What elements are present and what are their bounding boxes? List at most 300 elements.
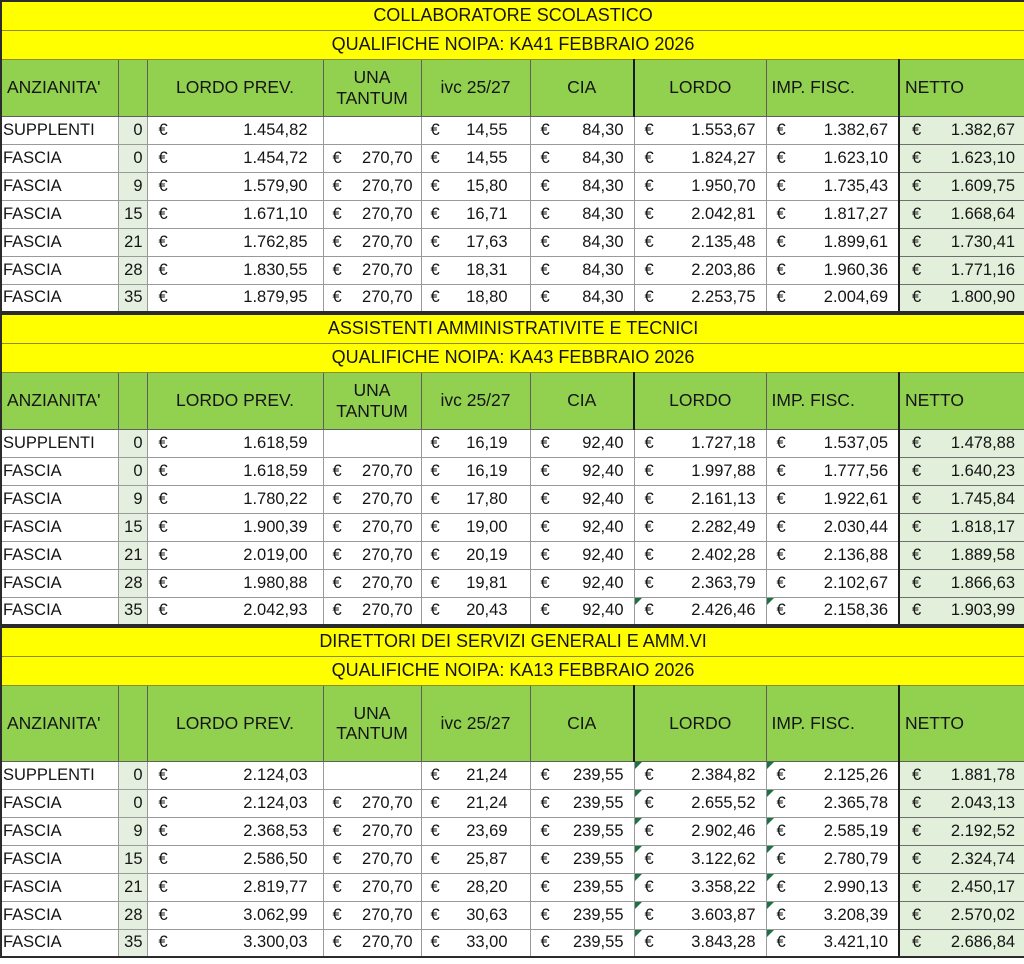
cell-years: 15 — [118, 845, 147, 873]
cell-lordo-prev — [147, 172, 323, 200]
money-value — [149, 121, 322, 140]
money-value — [325, 462, 420, 481]
money-value — [423, 601, 529, 620]
cell-imp-fisc — [766, 569, 899, 597]
currency-symbol: € — [430, 793, 440, 812]
table-row — [1, 116, 1024, 144]
cell-una-tantum — [323, 929, 421, 957]
money-value — [901, 794, 1023, 813]
currency-symbol: € — [776, 905, 786, 924]
amount: 3.062,99 — [243, 905, 308, 924]
amount: 84,30 — [582, 176, 624, 195]
currency-symbol: € — [540, 232, 550, 251]
cell-imp-fisc — [766, 761, 899, 789]
comment-marker-icon — [635, 818, 642, 825]
amount: 2.043,13 — [950, 793, 1016, 812]
cell-una-tantum — [323, 200, 421, 228]
money-value — [768, 546, 898, 565]
currency-symbol: € — [912, 793, 922, 812]
cell-anzianita: FASCIA — [1, 457, 118, 485]
money-value — [325, 546, 420, 565]
currency-symbol: € — [332, 877, 342, 896]
money-value — [901, 233, 1023, 252]
money-value — [325, 601, 420, 620]
cell-years: 21 — [118, 541, 147, 569]
cell-years: 15 — [118, 513, 147, 541]
money-value — [768, 205, 898, 224]
money-value — [532, 766, 633, 785]
column-header-row — [1, 59, 1024, 116]
comment-marker-icon — [635, 874, 642, 881]
cell-lordo — [634, 513, 766, 541]
currency-symbol: € — [776, 120, 786, 139]
amount: 2.203,86 — [691, 260, 756, 279]
cell-ivc — [421, 873, 530, 901]
currency-symbol: € — [430, 545, 440, 564]
cell-imp-fisc — [766, 429, 899, 457]
cell-lordo-prev — [147, 228, 323, 256]
currency-symbol: € — [644, 821, 654, 840]
money-value — [325, 933, 420, 952]
money-value — [423, 850, 529, 869]
currency-symbol: € — [912, 849, 922, 868]
currency-symbol: € — [158, 120, 168, 139]
cell-netto — [899, 457, 1024, 485]
amount: 270,70 — [362, 176, 413, 195]
currency-symbol: € — [776, 573, 786, 592]
cell-anzianita: FASCIA — [1, 541, 118, 569]
column-header-lordo-prev: LORDO PREV. — [147, 59, 323, 116]
amount: 1.903,99 — [950, 601, 1016, 620]
cell-lordo-prev — [147, 901, 323, 929]
money-value — [901, 574, 1023, 593]
amount: 92,40 — [582, 517, 624, 536]
money-value — [423, 233, 529, 252]
currency-symbol: € — [332, 601, 342, 620]
cell-cia — [530, 597, 634, 625]
cell-netto — [899, 172, 1024, 200]
salary-table — [0, 313, 1024, 626]
column-header-imp-fisc: IMP. FISC. — [766, 59, 899, 116]
currency-symbol: € — [158, 793, 168, 812]
cell-anzianita: FASCIA — [1, 597, 118, 625]
cell-una-tantum — [323, 513, 421, 541]
cell-una-tantum — [323, 144, 421, 172]
cell-years: 28 — [118, 901, 147, 929]
money-value — [423, 288, 529, 307]
comment-marker-icon — [635, 902, 642, 909]
money-value — [901, 546, 1023, 565]
amount: 2.586,50 — [243, 849, 308, 868]
cell-years: 35 — [118, 929, 147, 957]
money-value — [423, 149, 529, 168]
currency-symbol: € — [430, 849, 440, 868]
currency-symbol: € — [158, 601, 168, 620]
amount: 1.950,70 — [691, 176, 756, 195]
column-header-lordo: LORDO — [634, 59, 766, 116]
currency-symbol: € — [158, 148, 168, 167]
cell-ivc — [421, 256, 530, 284]
money-value — [149, 906, 322, 925]
column-header-imp-fisc: IMP. FISC. — [766, 372, 899, 429]
money-value — [901, 205, 1023, 224]
cell-netto — [899, 429, 1024, 457]
comment-marker-icon — [767, 598, 774, 605]
money-value — [149, 233, 322, 252]
currency-symbol: € — [912, 517, 922, 536]
amount: 2.655,52 — [691, 793, 756, 812]
money-value — [636, 233, 765, 252]
amount: 2.570,02 — [950, 905, 1016, 924]
currency-symbol: € — [158, 489, 168, 508]
section-title: COLLABORATORE SCOLASTICO — [1, 1, 1024, 30]
money-value — [901, 261, 1023, 280]
currency-symbol: € — [776, 232, 786, 251]
money-value — [768, 794, 898, 813]
currency-symbol: € — [644, 148, 654, 167]
section-title: ASSISTENTI AMMINISTRATIVITE E TECNICI — [1, 314, 1024, 343]
currency-symbol: € — [430, 461, 440, 480]
currency-symbol: € — [332, 793, 342, 812]
amount: 1.730,41 — [950, 232, 1016, 251]
money-value — [149, 601, 322, 620]
amount: 2.426,46 — [691, 601, 756, 620]
currency-symbol: € — [540, 905, 550, 924]
currency-symbol: € — [776, 765, 786, 784]
money-value — [325, 822, 420, 841]
currency-symbol: € — [912, 877, 922, 896]
cell-una-tantum — [323, 597, 421, 625]
money-value — [901, 149, 1023, 168]
money-value — [768, 850, 898, 869]
currency-symbol: € — [912, 232, 922, 251]
cell-anzianita: FASCIA — [1, 256, 118, 284]
cell-lordo-prev — [147, 789, 323, 817]
cell-lordo-prev — [147, 761, 323, 789]
money-value — [768, 601, 898, 620]
amount: 1.478,88 — [950, 433, 1016, 452]
currency-symbol: € — [158, 433, 168, 452]
currency-symbol: € — [430, 204, 440, 223]
table-row — [1, 144, 1024, 172]
money-value — [532, 149, 633, 168]
currency-symbol: € — [158, 176, 168, 195]
money-value — [325, 233, 420, 252]
amount: 2.135,48 — [691, 232, 756, 251]
currency-symbol: € — [430, 232, 440, 251]
amount: 3.358,22 — [691, 877, 756, 896]
column-header-cia: CIA — [530, 372, 634, 429]
amount: 92,40 — [582, 489, 624, 508]
cell-ivc — [421, 144, 530, 172]
amount: 239,55 — [573, 765, 624, 784]
amount: 28,20 — [466, 877, 508, 896]
currency-symbol: € — [158, 517, 168, 536]
amount: 270,70 — [362, 573, 413, 592]
amount: 2.042,93 — [243, 601, 308, 620]
money-value — [636, 766, 765, 785]
cell-imp-fisc — [766, 789, 899, 817]
cell-lordo-prev — [147, 256, 323, 284]
money-value — [149, 434, 322, 453]
amount: 1.879,95 — [243, 288, 308, 307]
amount: 20,43 — [466, 601, 508, 620]
cell-netto — [899, 228, 1024, 256]
money-value — [901, 434, 1023, 453]
column-header-lordo: LORDO — [634, 685, 766, 761]
money-value — [532, 601, 633, 620]
currency-symbol: € — [776, 148, 786, 167]
cell-una-tantum — [323, 569, 421, 597]
amount: 1.454,72 — [243, 148, 308, 167]
cell-una-tantum — [323, 228, 421, 256]
currency-symbol: € — [430, 517, 440, 536]
money-value — [768, 822, 898, 841]
cell-una-tantum — [323, 429, 421, 457]
currency-symbol: € — [644, 517, 654, 536]
cell-lordo-prev — [147, 597, 323, 625]
money-value — [768, 434, 898, 453]
currency-symbol: € — [912, 433, 922, 452]
amount: 1.980,88 — [243, 573, 308, 592]
amount: 2.136,88 — [823, 545, 888, 564]
cell-lordo-prev — [147, 485, 323, 513]
cell-imp-fisc — [766, 284, 899, 312]
cell-cia — [530, 429, 634, 457]
amount: 270,70 — [362, 793, 413, 812]
column-header-lordo-prev: LORDO PREV. — [147, 685, 323, 761]
cell-netto — [899, 569, 1024, 597]
amount: 270,70 — [362, 821, 413, 840]
money-value — [423, 546, 529, 565]
currency-symbol: € — [332, 517, 342, 536]
currency-symbol: € — [644, 905, 654, 924]
money-value — [636, 822, 765, 841]
cell-anzianita: SUPPLENTI — [1, 761, 118, 789]
money-value — [636, 546, 765, 565]
cell-ivc — [421, 541, 530, 569]
amount: 30,63 — [466, 905, 508, 924]
amount: 2.990,13 — [823, 877, 888, 896]
currency-symbol: € — [332, 821, 342, 840]
currency-symbol: € — [644, 765, 654, 784]
currency-symbol: € — [540, 260, 550, 279]
money-value — [636, 288, 765, 307]
currency-symbol: € — [644, 120, 654, 139]
money-value — [149, 822, 322, 841]
amount: 3.843,28 — [691, 933, 756, 952]
cell-lordo-prev — [147, 429, 323, 457]
money-value — [325, 177, 420, 196]
money-value — [149, 518, 322, 537]
money-value — [636, 261, 765, 280]
currency-symbol: € — [644, 545, 654, 564]
cell-lordo — [634, 228, 766, 256]
amount: 1.579,90 — [243, 176, 308, 195]
money-value — [768, 518, 898, 537]
money-value — [901, 850, 1023, 869]
cell-lordo — [634, 116, 766, 144]
table-row — [1, 929, 1024, 957]
currency-symbol: € — [158, 849, 168, 868]
column-header-anzianita: ANZIANITA' — [1, 59, 118, 116]
currency-symbol: € — [158, 204, 168, 223]
cell-anzianita: FASCIA — [1, 817, 118, 845]
cell-cia — [530, 569, 634, 597]
table-row — [1, 284, 1024, 312]
cell-lordo — [634, 200, 766, 228]
money-value — [901, 518, 1023, 537]
cell-years: 28 — [118, 256, 147, 284]
amount: 270,70 — [362, 288, 413, 307]
cell-cia — [530, 284, 634, 312]
currency-symbol: € — [776, 461, 786, 480]
currency-symbol: € — [912, 260, 922, 279]
table-row — [1, 845, 1024, 873]
amount: 14,55 — [466, 148, 508, 167]
section-subtitle-row — [1, 343, 1024, 372]
currency-symbol: € — [430, 877, 440, 896]
currency-symbol: € — [644, 933, 654, 952]
currency-symbol: € — [776, 933, 786, 952]
currency-symbol: € — [430, 821, 440, 840]
money-value — [636, 490, 765, 509]
amount: 15,80 — [466, 176, 508, 195]
cell-years: 0 — [118, 761, 147, 789]
currency-symbol: € — [776, 545, 786, 564]
cell-una-tantum — [323, 845, 421, 873]
cell-anzianita: FASCIA — [1, 873, 118, 901]
cell-ivc — [421, 485, 530, 513]
column-header-row — [1, 685, 1024, 761]
cell-imp-fisc — [766, 597, 899, 625]
currency-symbol: € — [158, 260, 168, 279]
amount: 2.125,26 — [823, 765, 888, 784]
amount: 1.824,27 — [691, 148, 756, 167]
currency-symbol: € — [430, 765, 440, 784]
amount: 2.402,28 — [691, 545, 756, 564]
cell-cia — [530, 513, 634, 541]
table-row — [1, 228, 1024, 256]
amount: 1.618,59 — [243, 461, 308, 480]
cell-imp-fisc — [766, 256, 899, 284]
money-value — [423, 933, 529, 952]
money-value — [149, 288, 322, 307]
amount: 2.124,03 — [243, 765, 308, 784]
amount: 270,70 — [362, 204, 413, 223]
amount: 2.902,46 — [691, 821, 756, 840]
money-value — [149, 261, 322, 280]
column-header-years — [118, 372, 147, 429]
cell-lordo — [634, 485, 766, 513]
cell-lordo — [634, 761, 766, 789]
cell-anzianita: FASCIA — [1, 569, 118, 597]
table-row — [1, 873, 1024, 901]
column-header-netto: NETTO — [899, 59, 1024, 116]
table-row — [1, 485, 1024, 513]
cell-cia — [530, 873, 634, 901]
amount: 1.727,18 — [691, 433, 756, 452]
money-value — [901, 288, 1023, 307]
money-value — [636, 794, 765, 813]
amount: 1.640,23 — [950, 461, 1016, 480]
amount: 2.819,77 — [243, 877, 308, 896]
cell-lordo-prev — [147, 873, 323, 901]
amount: 2.686,84 — [950, 933, 1016, 952]
money-value — [149, 766, 322, 785]
cell-anzianita: FASCIA — [1, 929, 118, 957]
currency-symbol: € — [644, 489, 654, 508]
currency-symbol: € — [430, 288, 440, 307]
currency-symbol: € — [540, 933, 550, 952]
cell-netto — [899, 845, 1024, 873]
amount: 239,55 — [573, 821, 624, 840]
currency-symbol: € — [158, 905, 168, 924]
cell-ivc — [421, 929, 530, 957]
amount: 16,19 — [466, 433, 508, 452]
amount: 270,70 — [362, 517, 413, 536]
cell-una-tantum — [323, 817, 421, 845]
money-value — [532, 434, 633, 453]
money-value — [325, 574, 420, 593]
cell-netto — [899, 485, 1024, 513]
cell-cia — [530, 200, 634, 228]
cell-netto — [899, 284, 1024, 312]
money-value — [768, 933, 898, 952]
money-value — [636, 933, 765, 952]
currency-symbol: € — [644, 232, 654, 251]
cell-una-tantum — [323, 172, 421, 200]
money-value — [532, 261, 633, 280]
table-row — [1, 172, 1024, 200]
amount: 92,40 — [582, 433, 624, 452]
cell-lordo — [634, 789, 766, 817]
money-value — [325, 518, 420, 537]
cell-cia — [530, 144, 634, 172]
currency-symbol: € — [540, 288, 550, 307]
money-value — [532, 177, 633, 196]
amount: 92,40 — [582, 461, 624, 480]
currency-symbol: € — [430, 260, 440, 279]
currency-symbol: € — [158, 765, 168, 784]
cell-lordo — [634, 845, 766, 873]
amount: 84,30 — [582, 260, 624, 279]
cell-cia — [530, 761, 634, 789]
column-header-imp-fisc: IMP. FISC. — [766, 685, 899, 761]
currency-symbol: € — [912, 288, 922, 307]
currency-symbol: € — [912, 573, 922, 592]
amount: 2.585,19 — [823, 821, 888, 840]
section-title: DIRETTORI DEI SERVIZI GENERALI E AMM.VI — [1, 627, 1024, 656]
amount: 1.818,17 — [950, 517, 1016, 536]
cell-cia — [530, 228, 634, 256]
cell-anzianita: SUPPLENTI — [1, 116, 118, 144]
amount: 1.382,67 — [823, 120, 888, 139]
amount: 1.899,61 — [823, 232, 888, 251]
money-value — [149, 546, 322, 565]
amount: 1.454,82 — [243, 120, 308, 139]
cell-netto — [899, 929, 1024, 957]
cell-lordo — [634, 172, 766, 200]
amount: 270,70 — [362, 601, 413, 620]
cell-lordo-prev — [147, 457, 323, 485]
cell-cia — [530, 457, 634, 485]
cell-years: 28 — [118, 569, 147, 597]
cell-lordo — [634, 901, 766, 929]
money-value — [901, 933, 1023, 952]
section-title-row — [1, 627, 1024, 656]
amount: 239,55 — [573, 877, 624, 896]
